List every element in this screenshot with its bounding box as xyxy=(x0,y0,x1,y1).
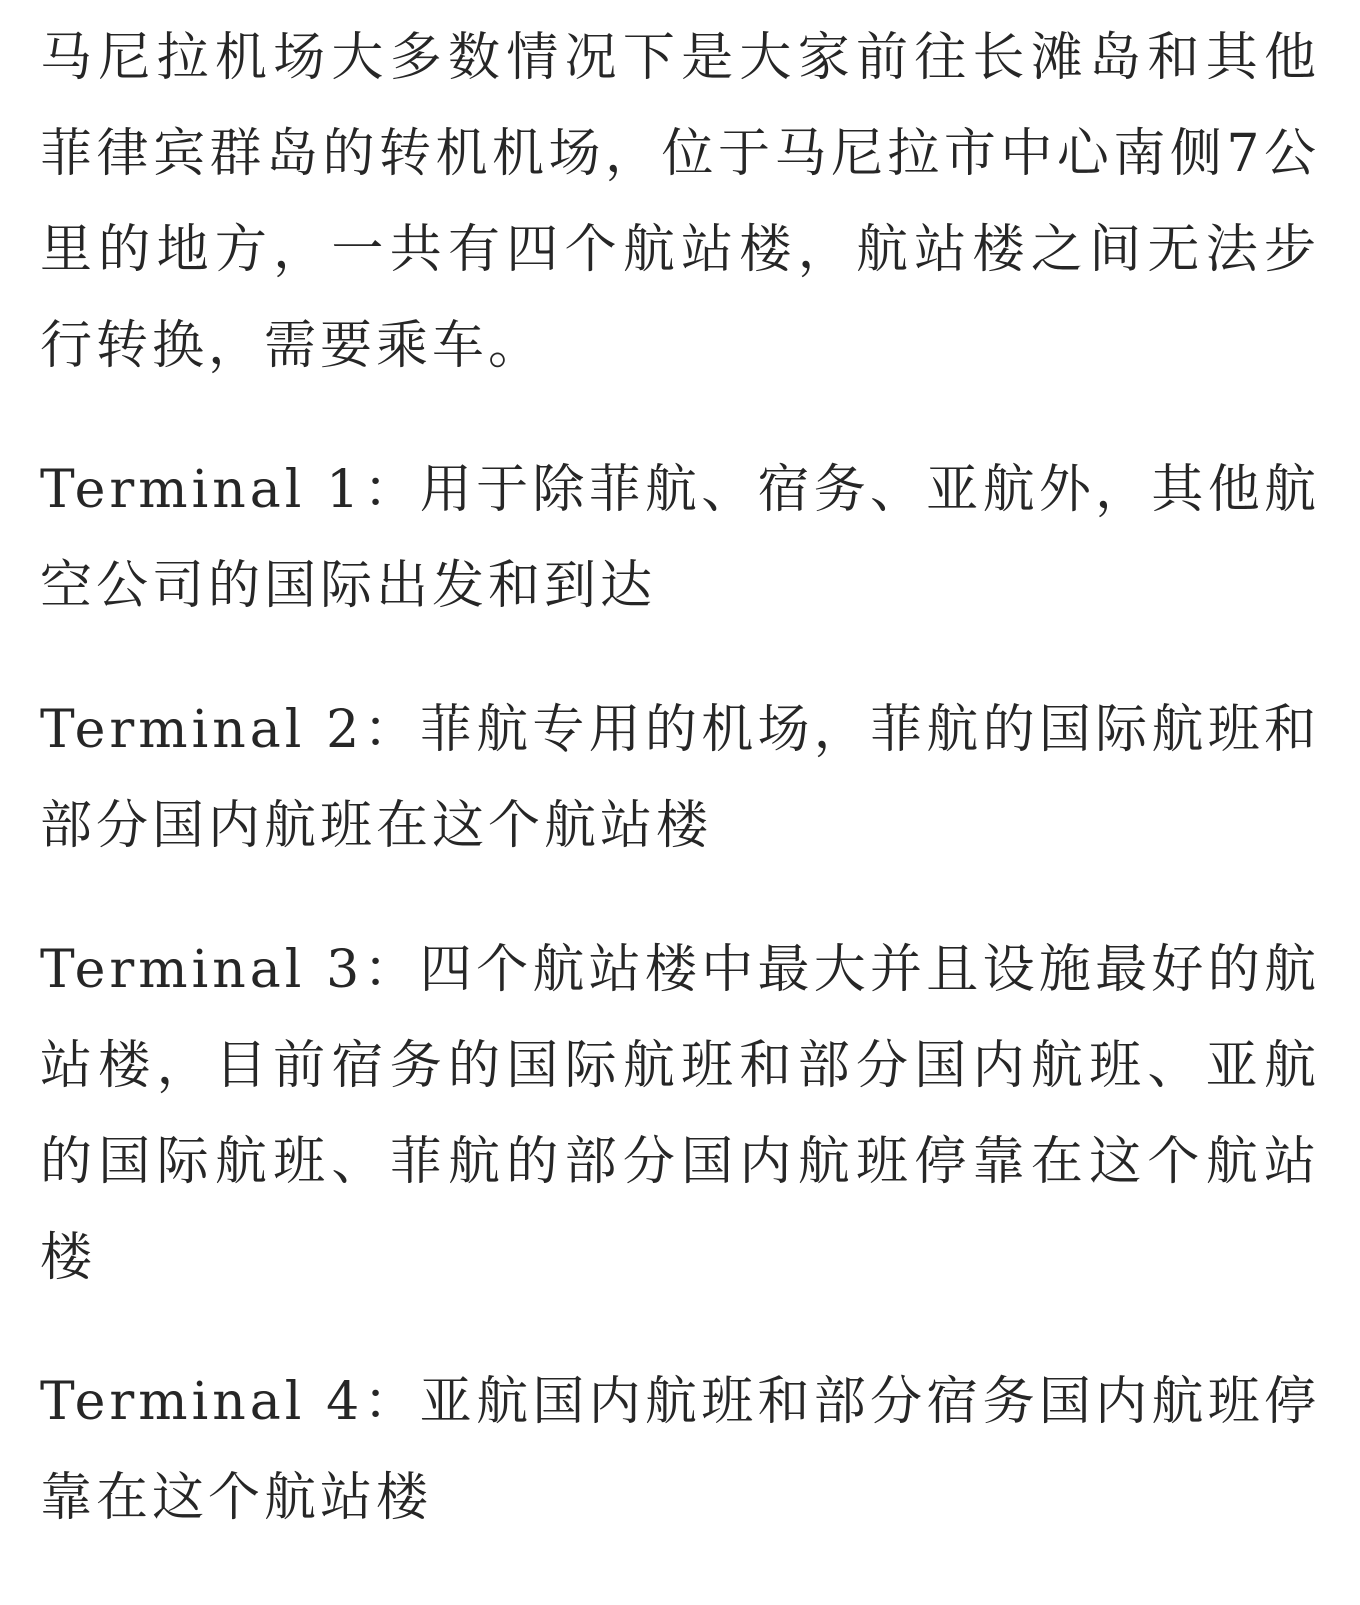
terminal-4-paragraph: Terminal 4：亚航国内航班和部分宿务国内航班停靠在这个航站楼 xyxy=(40,1372,1320,1528)
terminal-1-paragraph: Terminal 1：用于除菲航、宿务、亚航外，其他航空公司的国际出发和到达 xyxy=(40,460,1320,616)
terminal-2-paragraph: Terminal 2：菲航专用的机场，菲航的国际航班和部分国内航班在这个航站楼 xyxy=(40,700,1320,856)
intro-paragraph: 马尼拉机场大多数情况下是大家前往长滩岛和其他菲律宾群岛的转机机场，位于马尼拉市中心南侧7公里的地方，一共有四个航站楼，航站楼之间无法步行转换，需要乘车。 xyxy=(40,28,1320,376)
terminal-3-paragraph: Terminal 3：四个航站楼中最大并且设施最好的航站楼，目前宿务的国际航班和部分国内航班、亚航的国际航班、菲航的部分国内航班停靠在这个航站楼 xyxy=(40,940,1320,1288)
